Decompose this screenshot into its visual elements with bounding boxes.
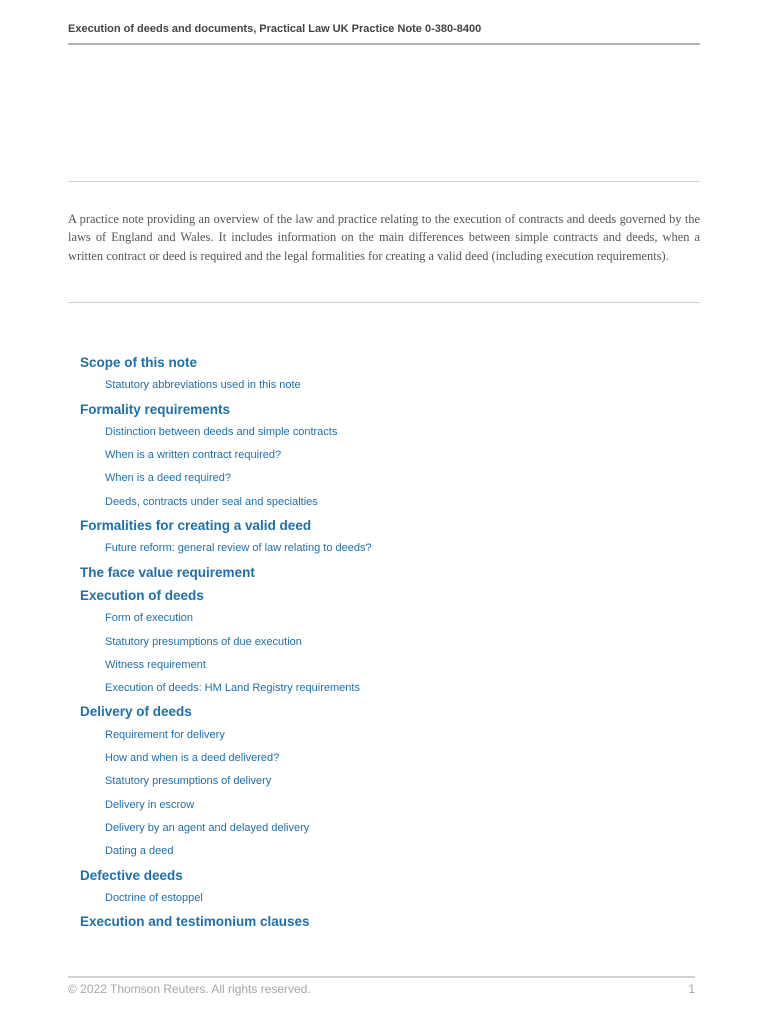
toc-section-link[interactable]: Execution and testimonium clauses — [80, 914, 310, 930]
toc-section-link[interactable]: Scope of this note — [80, 355, 198, 370]
toc-section-link[interactable]: Delivery of deeds — [80, 704, 192, 720]
header-divider — [68, 43, 700, 45]
toc-subsection-link[interactable]: Form of execution — [105, 612, 194, 625]
toc-subsection-link[interactable]: Dating a deed — [105, 845, 174, 858]
toc-subsection-link[interactable]: Delivery by an agent and delayed delivery — [105, 821, 310, 834]
toc-subsection-link[interactable]: Statutory abbreviations used in this note — [105, 379, 301, 392]
toc-subsection-link[interactable]: When is a written contract required? — [105, 449, 282, 462]
abstract-bottom-divider — [68, 302, 700, 303]
footer-copyright: © 2022 Thomson Reuters. All rights reserved. — [68, 982, 311, 996]
toc-subsection-link[interactable]: When is a deed required? — [105, 472, 231, 485]
toc-section-link[interactable]: Defective deeds — [80, 867, 183, 883]
toc-subsection-link[interactable]: How and when is a deed delivered? — [105, 752, 280, 765]
toc-subsection-link[interactable]: Witness requirement — [105, 658, 206, 671]
abstract-paragraph: A practice note providing an overview of the law and practice relating to the execution of contracts and deeds governed by the laws of England and Wales. It includes information on the main differences between simple contracts and deeds, when a written contract or deed is required and the legal formalities for creating a valid deed (including execution requirements). — [68, 212, 700, 263]
toc-subsection-link[interactable]: Requirement for delivery — [105, 728, 225, 741]
toc-section-link[interactable]: The face value requirement — [80, 564, 255, 580]
toc-subsection-link[interactable]: Execution of deeds: HM Land Registry requirements — [105, 682, 360, 695]
footer-divider — [68, 976, 695, 978]
toc-section-link[interactable]: Execution of deeds — [80, 587, 204, 603]
footer-page-number: 1 — [688, 982, 695, 996]
toc-subsection-link[interactable]: Statutory presumptions of due execution — [105, 635, 302, 648]
document-header-title: Execution of deeds and documents, Practical Law UK Practice Note 0-380-8400 — [68, 23, 482, 35]
toc-subsection-link[interactable]: Delivery in escrow — [105, 798, 195, 811]
toc-subsection-link[interactable]: Distinction between deeds and simple contracts — [105, 425, 338, 438]
abstract-top-divider — [68, 181, 700, 182]
toc-subsection-link[interactable]: Doctrine of estoppel — [105, 891, 203, 904]
table-of-contents — [80, 351, 680, 933]
toc-subsection-link[interactable]: Future reform: general review of law relating to deeds? — [105, 542, 372, 555]
toc-subsection-link[interactable]: Deeds, contracts under seal and specialties — [105, 495, 318, 508]
toc-section-link[interactable]: Formalities for creating a valid deed — [80, 518, 312, 534]
toc-section-link[interactable]: Formality requirements — [80, 401, 231, 417]
toc-subsection-link[interactable]: Statutory presumptions of delivery — [105, 775, 272, 788]
